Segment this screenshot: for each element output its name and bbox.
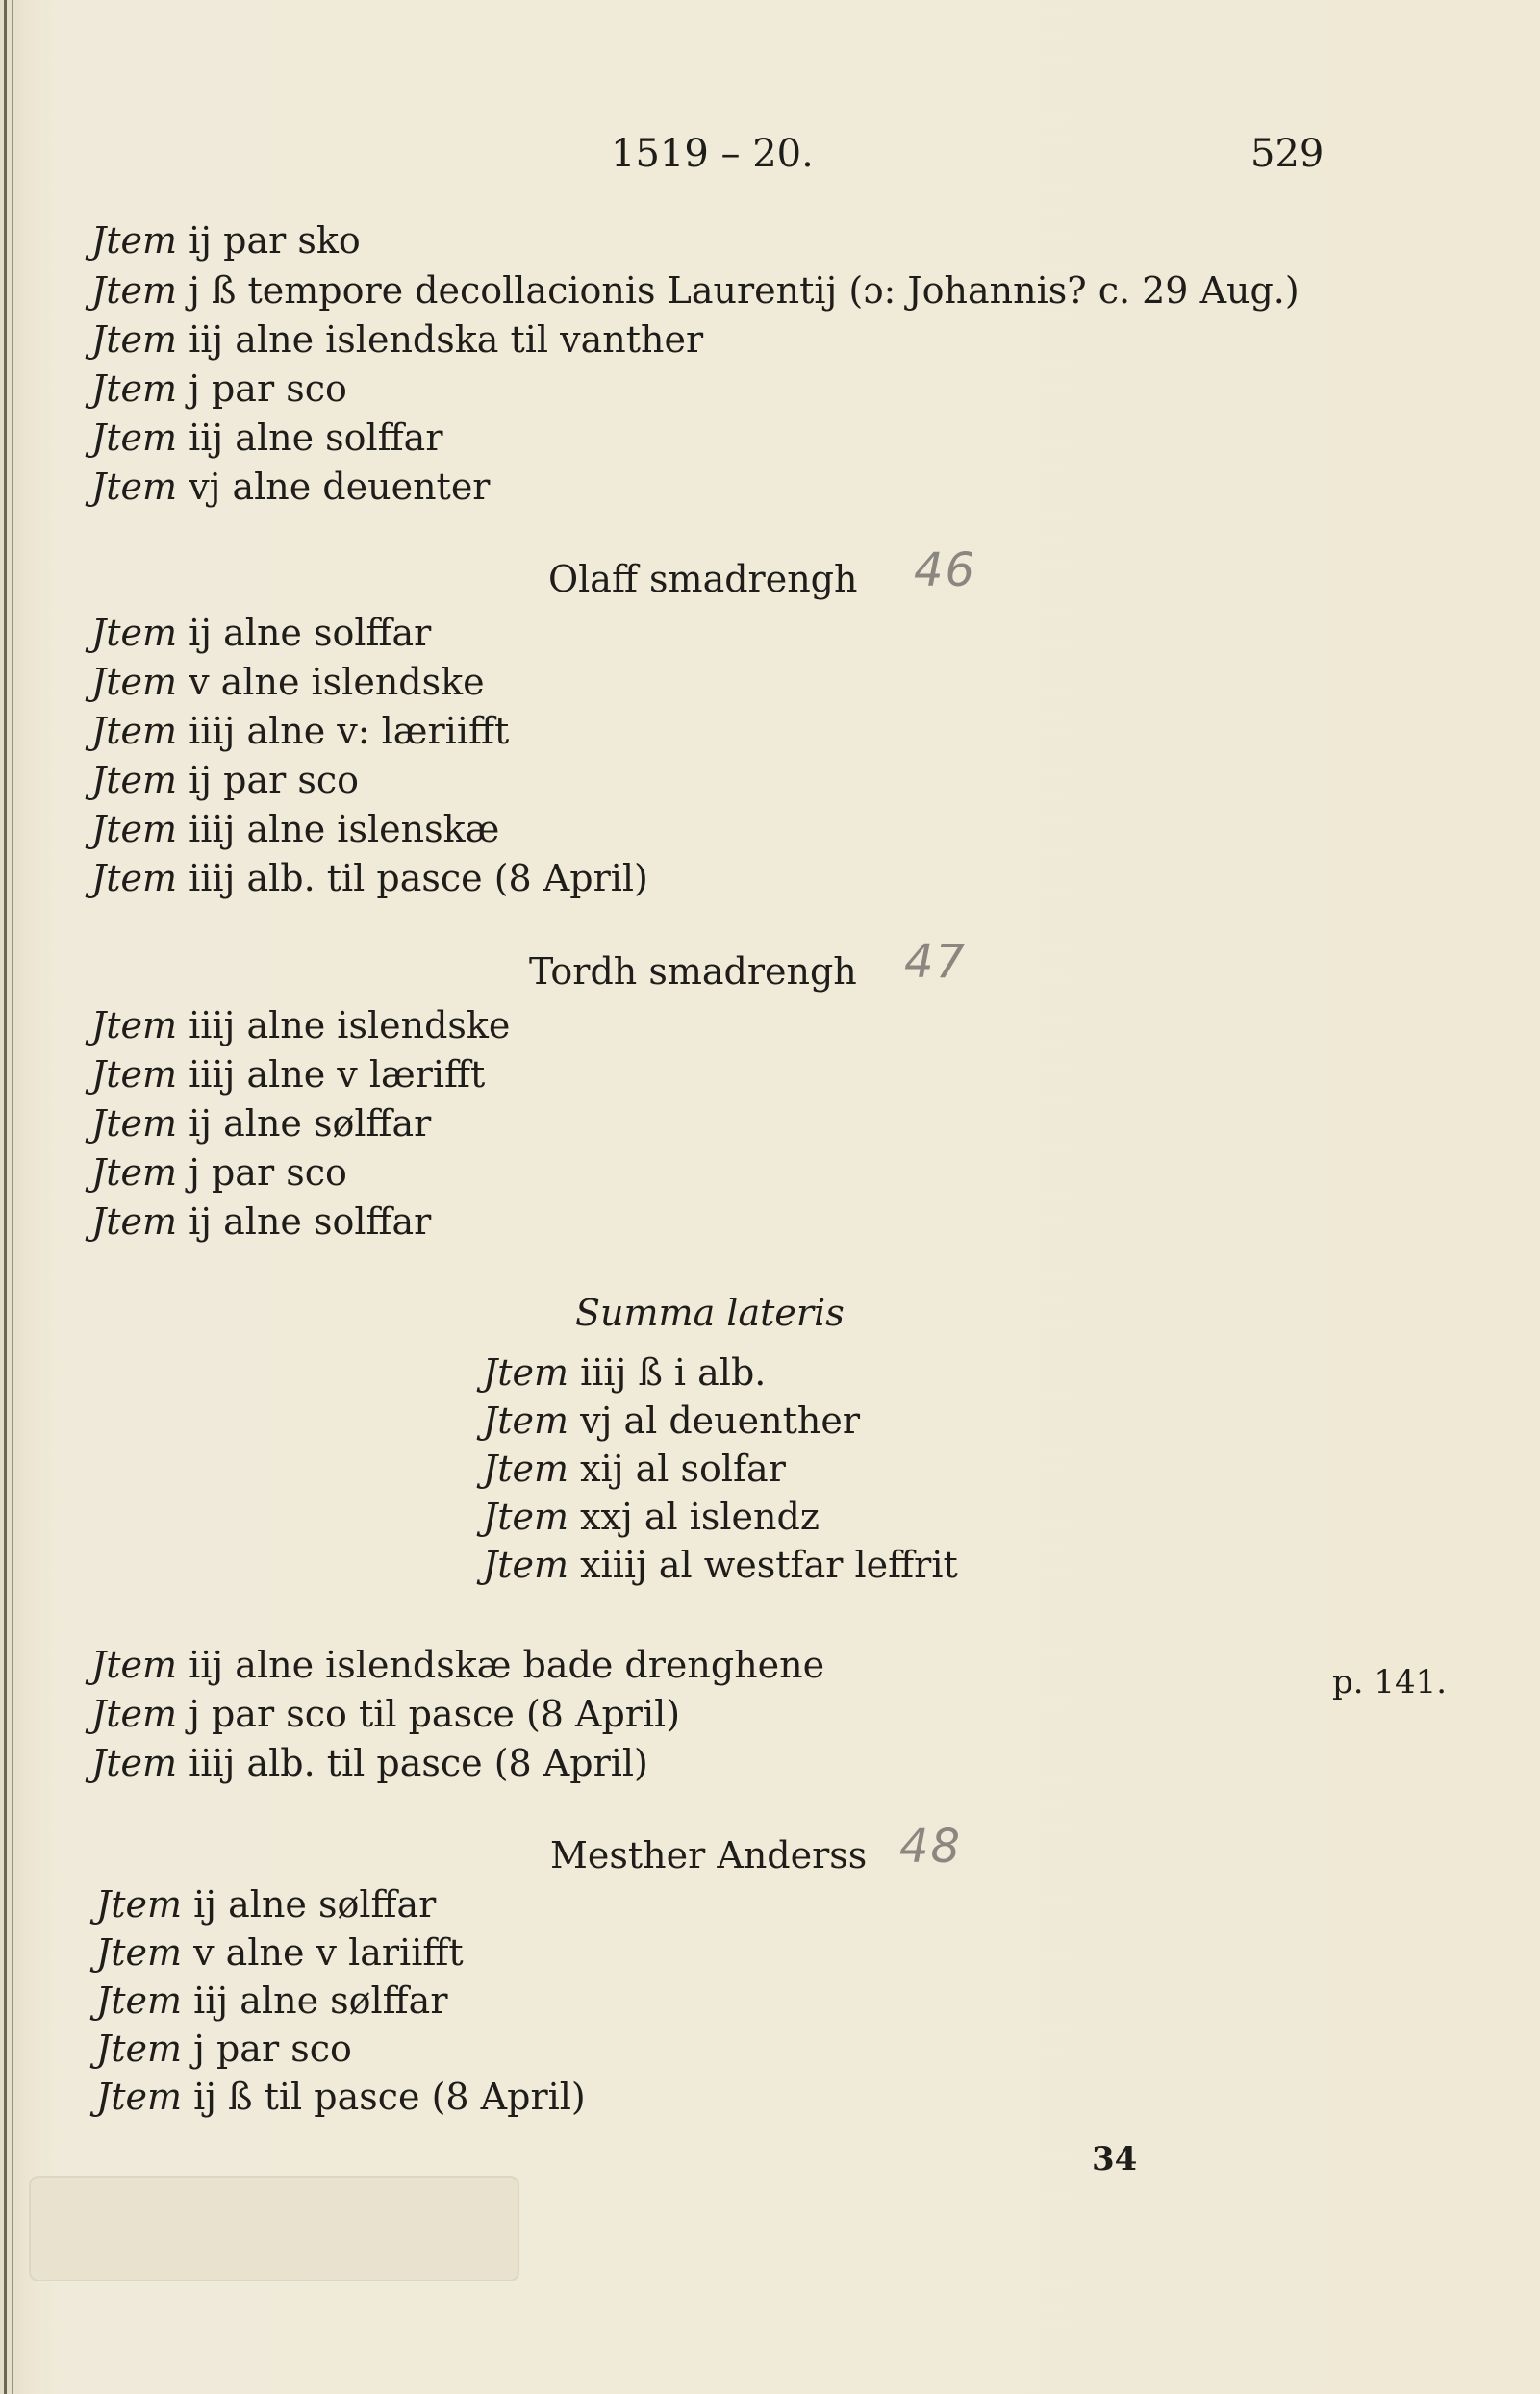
- entry-line: Jtem vj alne deuenter: [91, 466, 491, 508]
- section-heading-summa: Summa lateris: [575, 1292, 845, 1334]
- section-heading-mesther: Mesther Anderss: [550, 1834, 868, 1877]
- entry-line: Jtem ij ß til pasce (8 April): [96, 2076, 586, 2118]
- summary-line: Jtem xiiij al westfar leffrit: [483, 1544, 958, 1586]
- entry-line: Jtem j par sco: [91, 1151, 347, 1194]
- page-smudge: [29, 2176, 519, 2281]
- entry-line: Jtem v alne islendske: [91, 661, 485, 703]
- pencil-annotation: 47: [904, 935, 968, 989]
- running-header: 1519 – 20.: [611, 132, 814, 176]
- binding-edge: [4, 0, 7, 2394]
- pencil-annotation: 46: [914, 543, 977, 597]
- entry-line: Jtem ij par sco: [91, 759, 360, 801]
- pencil-annotation: 48: [899, 1820, 963, 1874]
- margin-reference: p. 141.: [1332, 1663, 1448, 1701]
- summary-line: Jtem vj al deuenther: [483, 1399, 860, 1442]
- entry-line: Jtem iiij alb. til pasce (8 April): [91, 1742, 648, 1784]
- entry-line: Jtem iiij alne islenskæ: [91, 808, 500, 850]
- entry-line: Jtem iij alne islendska til vanther: [91, 318, 704, 361]
- entry-line: Jtem iiij alne v: læriifft: [91, 710, 510, 752]
- page-number: 529: [1250, 132, 1325, 176]
- entry-line: Jtem iiij alne islendske: [91, 1004, 511, 1046]
- entry-line: Jtem iiij alb. til pasce (8 April): [91, 857, 648, 899]
- binding-edge-inner: [12, 0, 13, 2394]
- entry-line: Jtem iij alne islendskæ bade drenghene: [91, 1644, 825, 1686]
- entry-line: Jtem j par sco til pasce (8 April): [91, 1693, 681, 1735]
- entry-line: Jtem ij alne solffar: [91, 612, 432, 654]
- summary-line: Jtem xxj al islendz: [483, 1496, 820, 1538]
- printer-signature: 34: [1092, 2140, 1138, 2179]
- summary-line: Jtem xij al solfar: [483, 1448, 786, 1490]
- entry-line: Jtem j ß tempore decollacionis Laurentij (ɔ: Johannis? c. 29 Aug.): [91, 269, 1300, 312]
- entry-line: Jtem j par sco: [91, 367, 347, 410]
- entry-line: Jtem v alne v lariifft: [96, 1931, 464, 1974]
- section-heading-olaff: Olaff smadrengh: [548, 558, 858, 600]
- entry-line: Jtem iij alne solffar: [91, 416, 443, 459]
- entry-line: Jtem iiij alne v lærifft: [91, 1053, 486, 1096]
- summary-line: Jtem iiij ß i alb.: [483, 1351, 767, 1394]
- entry-line: Jtem ij par sko: [91, 219, 361, 262]
- entry-line: Jtem iij alne sølffar: [96, 1979, 448, 2022]
- entry-line: Jtem ij alne sølffar: [91, 1102, 432, 1145]
- entry-line: Jtem ij alne solffar: [91, 1200, 432, 1243]
- entry-line: Jtem j par sco: [96, 2028, 352, 2070]
- section-heading-tordh: Tordh smadrengh: [529, 950, 857, 993]
- entry-line: Jtem ij alne sølffar: [96, 1883, 437, 1926]
